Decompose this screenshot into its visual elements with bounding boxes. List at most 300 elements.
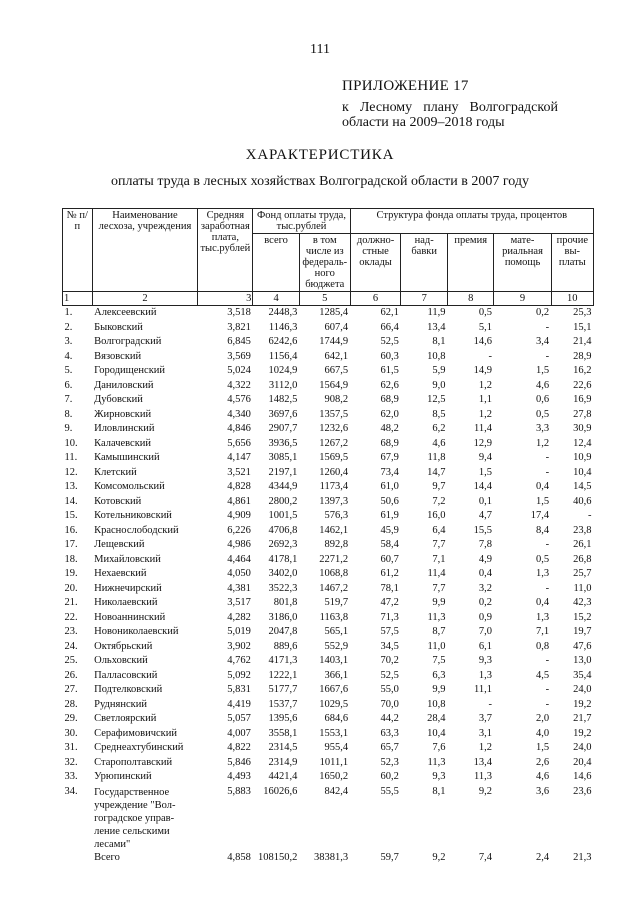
row-name: Камышинский [94, 452, 160, 463]
row-name: Руднянский [94, 698, 147, 710]
row-number: 23. [64, 626, 78, 637]
row-number: 8. [64, 408, 73, 420]
table-row [63, 509, 594, 524]
row-name: Новониколаевский [94, 626, 179, 637]
row-other: 21,4 [573, 336, 592, 347]
row-bonuses: 13,4 [427, 321, 446, 333]
row-salaries: 61,0 [380, 481, 399, 492]
row-fund-total: 4178,1 [268, 553, 298, 565]
row-bonuses: 7,2 [432, 495, 446, 507]
row-fund-budget: 955,4 [324, 742, 349, 753]
row-number: 10. [64, 437, 78, 449]
row-fund-budget: 1267,2 [319, 437, 349, 449]
row-material-aid: - [545, 655, 550, 666]
row-name: Городищенский [94, 365, 166, 376]
row-name: Дубовский [94, 394, 143, 405]
row-name: Краснослободский [94, 524, 179, 536]
row-number: 28. [64, 698, 78, 710]
appendix-ref-word: плану [423, 100, 459, 115]
row-salaries: 68,9 [380, 437, 399, 449]
row-fund-total: 2047,8 [268, 626, 298, 637]
row-fund-budget: 2271,2 [319, 553, 349, 565]
row-number: 33. [64, 771, 78, 782]
row-fund-total: 4706,8 [268, 524, 298, 536]
row-bonuses: 8,1 [432, 336, 446, 347]
table-row [63, 712, 594, 727]
row-avg-salary: 4,007 [227, 727, 251, 739]
row-premium: 4,7 [478, 510, 492, 521]
col-header-salaries: должно-стные оклады [350, 234, 401, 292]
row-bonuses: 11,4 [427, 568, 446, 579]
row-fund-budget: 366,1 [324, 669, 349, 681]
col-header-structure: Структура фонда оплаты труда, процентов [350, 209, 593, 234]
col-header-name: Наименование лесхоза, учреждения [92, 209, 198, 292]
row-other: 40,6 [573, 495, 592, 507]
row-material-aid: 8,4 [535, 524, 550, 536]
col-header-fund-total: всего [253, 234, 300, 292]
row-avg-salary: 4,846 [227, 423, 251, 434]
row-fund-budget: 642,1 [324, 350, 349, 362]
row-salaries: 60,7 [380, 553, 399, 565]
row-fund-total: 2314,5 [268, 742, 298, 753]
document-heading: ХАРАКТЕРИСТИКА [245, 147, 395, 163]
row-other: 11,0 [573, 582, 592, 594]
row-salaries: 61,5 [380, 365, 399, 376]
row-bonuses: 9,7 [432, 481, 446, 492]
row-avg-salary: 4,909 [227, 510, 251, 521]
row-avg-salary: 4,050 [227, 568, 251, 579]
row-name: Котельниковский [94, 510, 172, 521]
row-number: 26. [64, 669, 78, 681]
row-bonuses: 9,0 [432, 379, 446, 391]
row-fund-budget: 1068,8 [319, 568, 349, 579]
row-fund-budget: 1260,4 [319, 466, 349, 478]
col-number: 8 [447, 292, 494, 306]
row-premium: 7,8 [478, 539, 492, 550]
row-bonuses: 5,9 [432, 365, 446, 376]
col-header-no: № п/п [63, 209, 93, 292]
row-other: 14,5 [573, 481, 592, 492]
row-number: 1. [64, 307, 73, 318]
row-bonuses: 8,5 [432, 408, 446, 420]
row-material-aid: 2,4 [535, 851, 550, 863]
row-fund-budget: 1285,4 [319, 307, 349, 318]
row-other: 30,9 [573, 423, 592, 434]
row-name: Клетский [94, 466, 137, 478]
row-avg-salary: 5,656 [227, 437, 251, 449]
row-premium: 11,4 [473, 423, 492, 434]
row-avg-salary: 4,282 [227, 611, 251, 623]
row-material-aid: - [545, 698, 550, 710]
row-avg-salary: 4,828 [227, 481, 251, 492]
row-name: Иловлинский [94, 423, 155, 434]
row-fund-total: 1156,4 [268, 350, 298, 362]
row-other: 22,6 [573, 379, 592, 391]
row-material-aid: - [545, 539, 550, 550]
row-salaries: 78,1 [380, 582, 399, 594]
row-premium: 4,9 [478, 553, 492, 565]
row-number: 4. [64, 350, 73, 362]
row-fund-total: 1146,3 [268, 321, 298, 333]
table-row [63, 393, 594, 408]
row-fund-budget: 1029,5 [319, 698, 349, 710]
row-fund-total: 3402,0 [268, 568, 298, 579]
row-number: 13. [64, 481, 78, 492]
row-salaries: 60,2 [380, 771, 399, 782]
row-premium: 11,1 [473, 684, 492, 695]
row-material-aid: 7,1 [535, 626, 550, 637]
row-avg-salary: 4,322 [227, 379, 251, 391]
row-fund-budget: 1564,9 [319, 379, 349, 391]
row-name: Даниловский [94, 379, 154, 391]
row-salaries: 70,0 [380, 698, 399, 710]
row-name: Алексеевский [94, 307, 157, 318]
row-bonuses: 4,6 [432, 437, 446, 449]
table-row [63, 683, 594, 698]
row-number: 6. [64, 379, 73, 391]
row-number: 12. [64, 466, 78, 478]
row-fund-budget: 38381,3 [314, 851, 349, 863]
row-fund-budget: 1011,1 [319, 756, 349, 768]
row-premium: 1,1 [478, 394, 492, 405]
row-avg-salary: 5,024 [227, 365, 251, 376]
row-fund-total: 2314,9 [268, 756, 298, 768]
col-number: 7 [401, 292, 448, 306]
col-number: 3 [198, 292, 253, 306]
row-bonuses: 8,7 [432, 626, 446, 637]
row-avg-salary: 4,381 [227, 582, 251, 594]
row-fund-total: 3697,6 [268, 408, 298, 420]
row-name: Среднеахтубинский [94, 742, 184, 753]
row-premium: 5,1 [478, 321, 492, 333]
row-number: 20. [64, 582, 78, 594]
row-avg-salary: 3,517 [227, 597, 251, 608]
row-avg-salary: 5,846 [227, 756, 251, 768]
table-row [63, 538, 594, 553]
row-fund-total: 2448,3 [268, 307, 298, 318]
page-number: 111 [310, 42, 330, 57]
row-other: 19,7 [573, 626, 592, 637]
row-avg-salary: 4,986 [227, 539, 251, 550]
row-name: Жирновский [94, 408, 152, 420]
appendix-reference [342, 100, 558, 130]
row-bonuses: 11,3 [427, 611, 446, 623]
row-avg-salary: 3,569 [227, 350, 251, 362]
row-material-aid: 0,5 [535, 553, 550, 565]
row-fund-budget: 1553,1 [319, 727, 349, 739]
appendix-ref-word: Лесному [359, 100, 413, 115]
row-name: Подтелковский [94, 684, 163, 695]
row-salaries: 62,0 [380, 408, 399, 420]
row-avg-salary: 4,762 [227, 655, 251, 666]
row-fund-total: 2800,2 [268, 495, 298, 507]
row-material-aid: 0,6 [535, 394, 550, 405]
row-material-aid: 0,2 [535, 307, 550, 318]
row-bonuses: 16,0 [427, 510, 446, 521]
table-row [63, 669, 594, 684]
table-row [63, 495, 594, 510]
row-name: Палласовский [94, 669, 158, 681]
row-name: Нижнечирский [94, 582, 162, 594]
row-fund-budget: 1462,1 [319, 524, 349, 536]
row-bonuses: 12,5 [427, 394, 446, 405]
row-premium: 9,2 [478, 785, 492, 797]
row-avg-salary: 4,493 [227, 771, 251, 782]
row-fund-budget: 842,4 [324, 785, 349, 797]
row-material-aid: 0,5 [535, 408, 550, 420]
row-avg-salary: 6,226 [227, 524, 251, 536]
row-avg-salary: 4,147 [227, 452, 251, 463]
row-other: 10,4 [573, 466, 592, 478]
row-number: 21. [64, 597, 78, 608]
row-number: 31. [64, 742, 78, 753]
row-salaries: 62,1 [380, 307, 399, 318]
table-row [63, 756, 594, 771]
row-premium: 1,2 [478, 742, 492, 753]
row-fund-budget: 576,3 [324, 510, 349, 521]
row-bonuses: 8,1 [432, 785, 446, 797]
col-number: 9 [494, 292, 551, 306]
table-row [63, 306, 594, 321]
row-salaries: 66,4 [380, 321, 399, 333]
table-row [63, 379, 594, 394]
row-material-aid: - [545, 582, 550, 594]
row-other: 27,8 [573, 408, 592, 420]
row-name: Вязовский [94, 350, 142, 362]
row-bonuses: 14,7 [427, 466, 446, 478]
row-fund-budget: 552,9 [324, 640, 349, 652]
row-name: Государственное учреждение "Вол-гоградское управ-ление сельскими лесами" [94, 786, 176, 850]
row-material-aid: - [545, 452, 550, 463]
row-material-aid: 2,0 [535, 713, 550, 724]
row-bonuses: 7,1 [432, 553, 446, 565]
table-row [63, 582, 594, 597]
row-material-aid: 1,2 [535, 437, 550, 449]
row-material-aid: 4,5 [535, 669, 550, 681]
row-premium: 14,4 [473, 481, 492, 492]
appendix-ref-word: к [342, 100, 349, 115]
row-number: 9. [64, 423, 73, 434]
row-name: Волгоградский [94, 336, 162, 347]
row-bonuses: 28,4 [427, 713, 446, 724]
row-name: Нехаевский [94, 568, 147, 579]
row-premium: 0,9 [478, 611, 492, 623]
row-bonuses: 7,6 [432, 742, 446, 753]
row-fund-total: 1395,6 [268, 713, 298, 724]
row-bonuses: 10,8 [427, 350, 446, 362]
row-salaries: 47,2 [380, 597, 399, 608]
row-premium: 13,4 [473, 756, 492, 768]
row-fund-budget: 908,2 [324, 394, 349, 405]
row-name: Новоаннинский [94, 611, 166, 623]
col-header-bonuses: над-бавки [401, 234, 448, 292]
row-number: 25. [64, 655, 78, 666]
row-salaries: 73,4 [380, 466, 399, 478]
row-other: 21,3 [573, 851, 592, 863]
row-name: Светлоярский [94, 713, 157, 724]
row-material-aid: 3,3 [535, 423, 550, 434]
row-avg-salary: 6,845 [227, 336, 251, 347]
row-bonuses: 10,8 [427, 698, 446, 710]
row-avg-salary: 5,883 [227, 785, 251, 797]
col-header-material-aid: мате-риальная помощь [494, 234, 551, 292]
row-bonuses: 11,8 [427, 452, 446, 463]
row-other: 13,0 [573, 655, 592, 666]
row-other: 15,2 [573, 611, 592, 623]
row-number: 19. [64, 568, 78, 579]
row-bonuses: 9,9 [432, 597, 446, 608]
row-salaries: 65,7 [380, 742, 399, 753]
row-name: Всего [94, 851, 120, 863]
row-fund-budget: 892,8 [324, 539, 349, 550]
row-fund-total: 1482,5 [268, 394, 298, 405]
row-material-aid: - [545, 466, 550, 478]
row-other: 16,9 [573, 394, 592, 405]
col-number: 4 [253, 292, 300, 306]
row-bonuses: 6,2 [432, 423, 446, 434]
row-other: 24,0 [573, 684, 592, 695]
row-premium: 3,7 [478, 713, 492, 724]
row-fund-total: 3558,1 [268, 727, 298, 739]
row-other: 42,3 [573, 597, 592, 608]
row-salaries: 68,9 [380, 394, 399, 405]
row-name: Котовский [94, 495, 142, 507]
row-fund-budget: 1650,2 [319, 771, 349, 782]
row-material-aid: 1,5 [535, 365, 550, 376]
row-premium: 9,4 [478, 452, 492, 463]
row-fund-total: 801,8 [273, 597, 298, 608]
row-name: Николаевский [94, 597, 158, 608]
row-other: 23,8 [573, 524, 592, 536]
row-number: 7. [64, 394, 73, 405]
row-premium: 7,0 [478, 626, 492, 637]
row-premium: 0,4 [478, 568, 492, 579]
row-other: 35,4 [573, 669, 592, 681]
row-name: Серафимовичский [94, 727, 177, 739]
row-fund-budget: 684,6 [324, 713, 349, 724]
row-salaries: 34,5 [380, 640, 399, 652]
row-number: 30. [64, 727, 78, 739]
row-avg-salary: 5,831 [227, 684, 251, 695]
table-row [63, 422, 594, 437]
row-fund-budget: 565,1 [324, 626, 349, 637]
table-row [63, 785, 594, 851]
row-salaries: 67,9 [380, 452, 399, 463]
row-bonuses: 11,9 [427, 307, 446, 318]
row-premium: 0,2 [478, 597, 492, 608]
row-avg-salary: 4,340 [227, 408, 251, 420]
row-name: Лещевский [94, 539, 145, 550]
row-other: 16,2 [573, 365, 592, 376]
row-salaries: 55,0 [380, 684, 399, 695]
row-other: 47,6 [573, 640, 592, 652]
row-other: 25,7 [573, 568, 592, 579]
col-header-fund: Фонд оплаты труда, тыс.рублей [253, 209, 350, 234]
row-fund-budget: 1667,6 [319, 684, 349, 695]
row-bonuses: 9,9 [432, 684, 446, 695]
row-fund-budget: 1744,9 [319, 336, 349, 347]
row-other: 21,7 [573, 713, 592, 724]
row-name: Старополтавский [94, 756, 173, 768]
row-bonuses: 9,2 [432, 851, 446, 863]
row-name: Комсомольский [94, 481, 165, 492]
row-other: 19,2 [573, 727, 592, 739]
row-salaries: 63,3 [380, 727, 399, 739]
row-material-aid: 1,5 [535, 742, 550, 753]
appendix-title: ПРИЛОЖЕНИЕ 17 [342, 78, 469, 94]
table-row [63, 625, 594, 640]
table-row [63, 408, 594, 423]
row-material-aid: - [545, 321, 550, 333]
row-bonuses: 10,4 [427, 727, 446, 739]
row-premium: 1,2 [478, 408, 492, 420]
row-other: 19,2 [573, 698, 592, 710]
row-name: Октябрьский [94, 640, 153, 652]
row-avg-salary: 4,858 [227, 851, 251, 863]
row-salaries: 52,3 [380, 756, 399, 768]
row-premium: - [488, 350, 492, 362]
row-premium: 14,9 [473, 365, 492, 376]
row-avg-salary: 5,057 [227, 713, 251, 724]
row-number: 22. [64, 611, 78, 623]
row-salaries: 57,5 [380, 626, 399, 637]
row-premium: 14,6 [473, 336, 492, 347]
row-number: 34. [64, 785, 78, 797]
row-salaries: 52,5 [380, 336, 399, 347]
col-number: 10 [551, 292, 593, 306]
row-premium: - [488, 698, 492, 710]
row-salaries: 61,9 [380, 510, 399, 521]
row-other: 26,8 [573, 553, 592, 565]
row-fund-total: 3522,3 [268, 582, 298, 594]
row-avg-salary: 3,518 [227, 307, 251, 318]
row-salaries: 52,5 [380, 669, 399, 681]
table-row [63, 727, 594, 742]
row-fund-total: 3186,0 [268, 611, 298, 623]
table-row [63, 524, 594, 539]
row-bonuses: 7,7 [432, 582, 446, 594]
table-total-row [63, 851, 594, 866]
row-premium: 3,1 [478, 727, 492, 739]
row-fund-total: 1024,9 [268, 365, 298, 376]
row-salaries: 58,4 [380, 539, 399, 550]
row-bonuses: 11,3 [427, 756, 446, 768]
table-row [63, 335, 594, 350]
row-other: 14,6 [573, 771, 592, 782]
row-avg-salary: 3,521 [227, 466, 251, 478]
row-fund-budget: 667,5 [324, 365, 349, 376]
row-premium: 12,9 [473, 437, 492, 449]
table-row [63, 466, 594, 481]
table-row [63, 350, 594, 365]
row-fund-total: 2692,3 [268, 539, 298, 550]
col-number: 5 [299, 292, 350, 306]
row-number: 24. [64, 640, 78, 652]
col-header-other: прочие вы-платы [551, 234, 593, 292]
row-name: Михайловский [94, 553, 161, 565]
row-fund-total: 1222,1 [268, 669, 298, 681]
table-row [63, 698, 594, 713]
row-avg-salary: 4,822 [227, 742, 251, 753]
row-fund-total: 1537,7 [268, 698, 298, 710]
row-fund-budget: 1397,3 [319, 495, 349, 507]
row-salaries: 45,9 [380, 524, 399, 536]
row-other: - [588, 510, 592, 521]
row-fund-budget: 1173,4 [319, 481, 349, 492]
row-bonuses: 6,4 [432, 524, 446, 536]
row-premium: 6,1 [478, 640, 492, 652]
col-header-avg-salary: Средняя заработная плата, тыс.рублей [198, 209, 253, 292]
